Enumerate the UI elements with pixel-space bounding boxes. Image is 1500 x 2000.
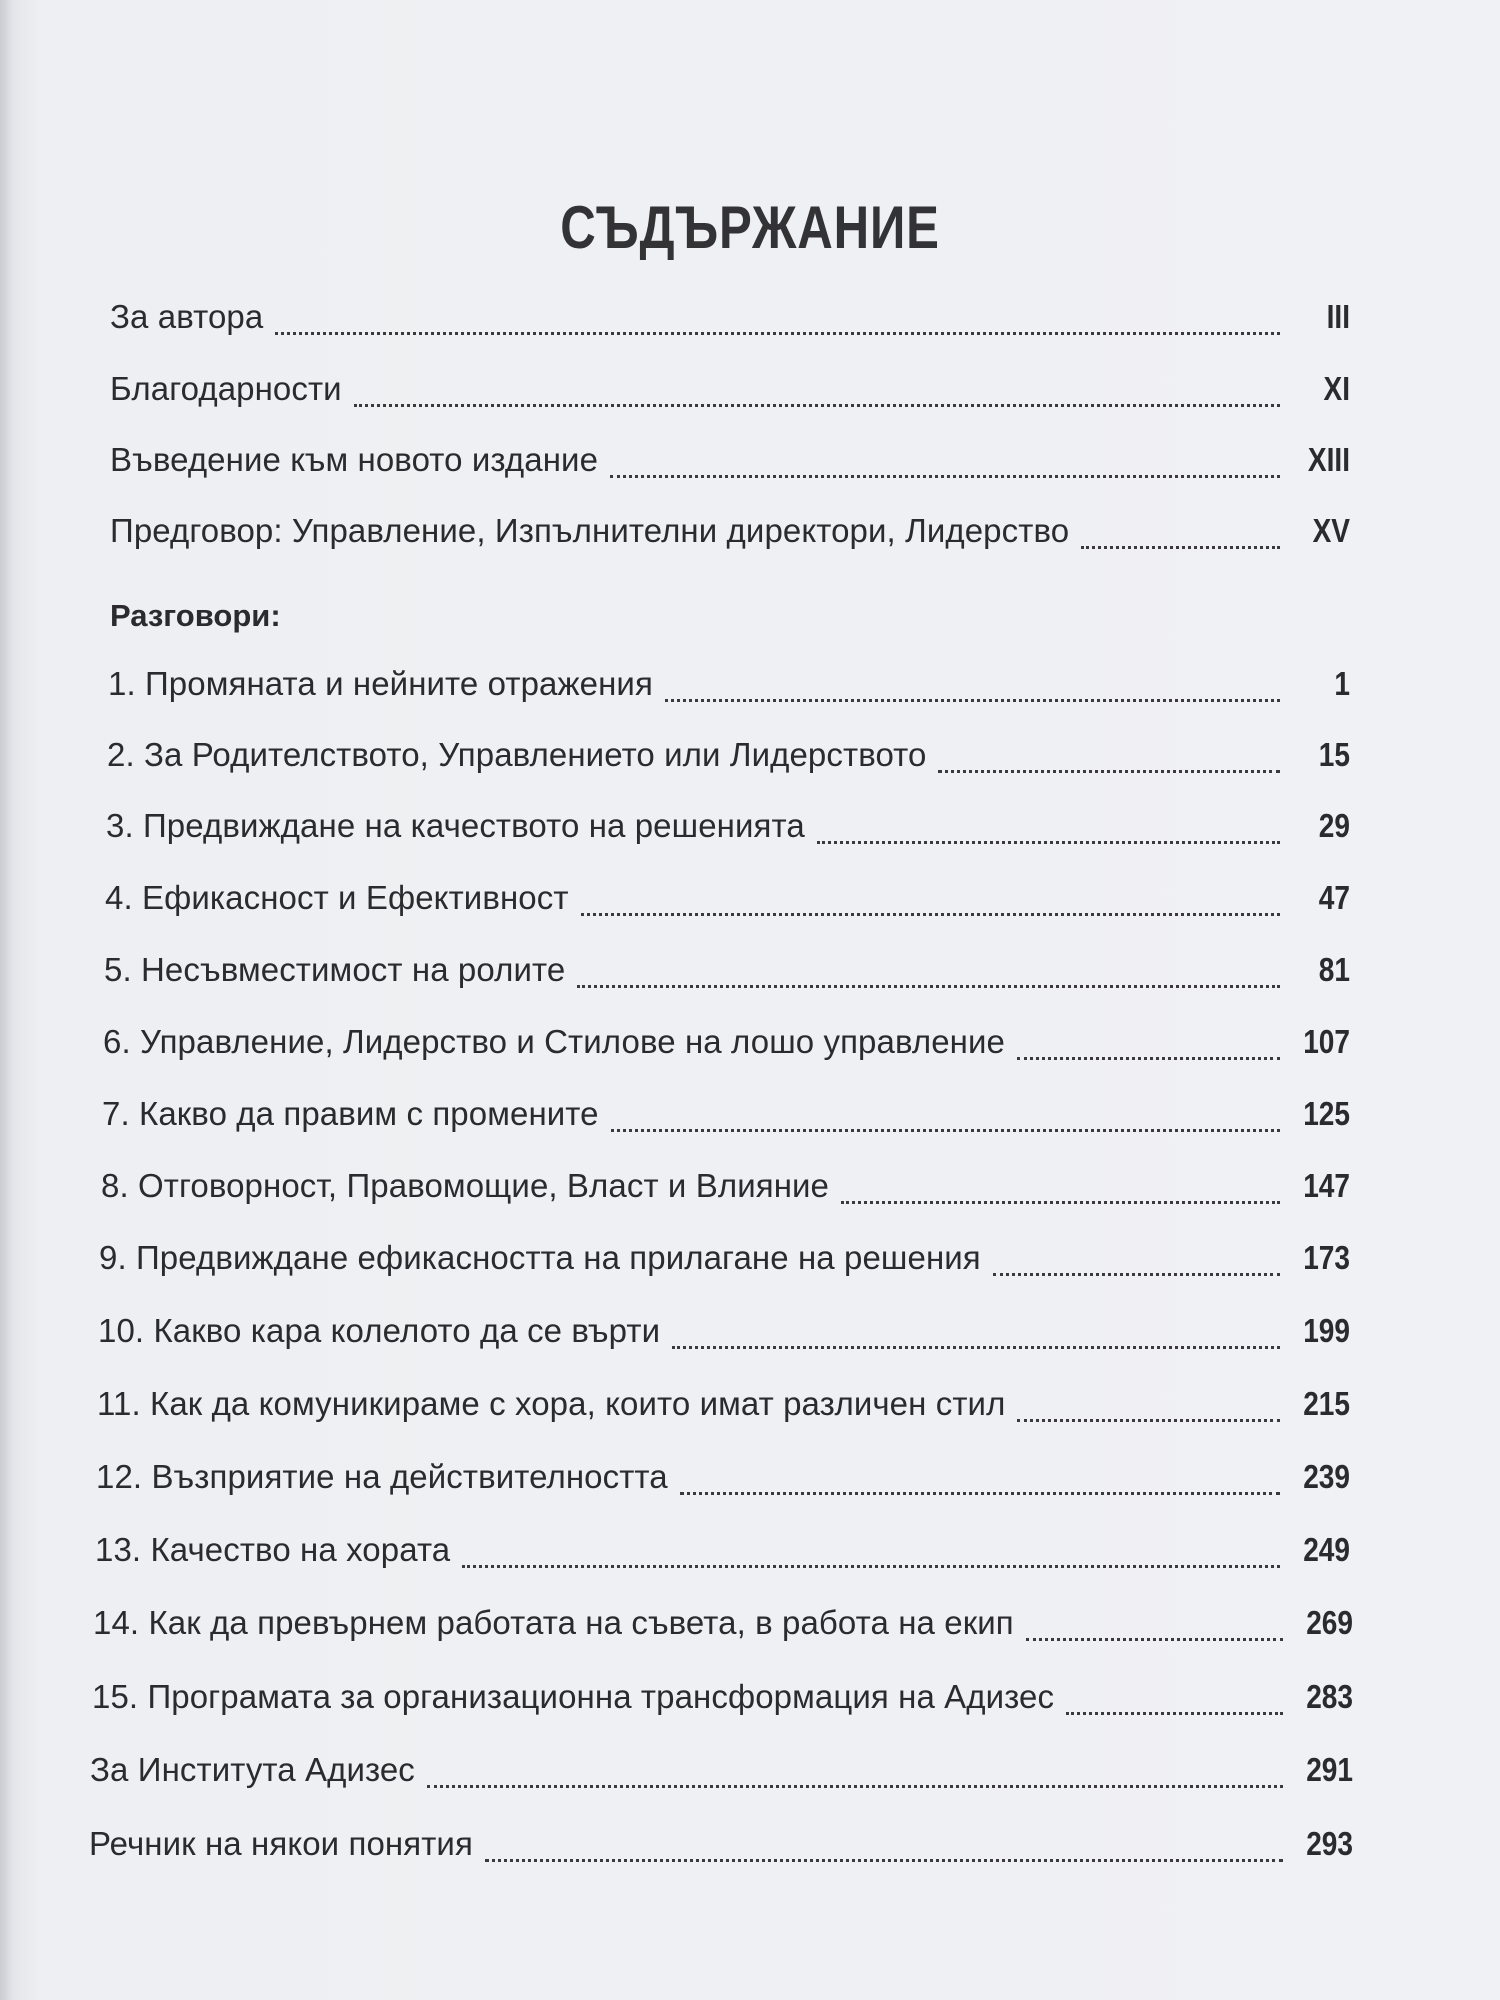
dot-leader <box>680 1492 1280 1495</box>
entry-title: 11. Как да комуникираме с хора, които имат различен стил <box>97 1385 1006 1422</box>
toc-entry <box>110 512 1350 558</box>
toc-entry <box>90 1751 1353 1797</box>
dot-leader <box>1026 1638 1283 1641</box>
dot-leader <box>841 1201 1280 1204</box>
dot-leader <box>275 332 1280 335</box>
toc-entry <box>96 1458 1350 1504</box>
entry-page-number: 239 <box>1303 1458 1350 1495</box>
dot-leader <box>577 985 1280 988</box>
toc-entry <box>108 665 1350 711</box>
entry-title: Благодарности <box>110 370 342 407</box>
entry-title: Въведение към новото издание <box>110 441 599 478</box>
entry-title: 8. Отговорност, Правомощие, Власт и Влияние <box>101 1167 830 1204</box>
dot-leader <box>611 1129 1280 1132</box>
dot-leader <box>462 1565 1280 1568</box>
entry-page-number: 293 <box>1306 1825 1353 1862</box>
entry-title: 5. Несъвместимост на ролите <box>104 951 566 988</box>
entry-page-number: 291 <box>1306 1751 1353 1788</box>
entry-page-number: 173 <box>1303 1239 1350 1276</box>
entry-page-number: 47 <box>1318 879 1350 916</box>
entry-page-number: 107 <box>1303 1023 1350 1060</box>
entry-title: 12. Възприятие на действителността <box>96 1458 668 1495</box>
entry-title: 15. Програмата за организационна трансформация на Адизес <box>92 1678 1055 1715</box>
dot-leader <box>485 1859 1283 1862</box>
entry-title: 6. Управление, Лидерство и Стилове на лошо управление <box>103 1023 1005 1060</box>
toc-entry <box>110 370 1350 416</box>
entry-title: 13. Качество на хората <box>95 1531 451 1568</box>
dot-leader <box>665 699 1280 702</box>
entry-title: 1. Промяната и нейните отражения <box>108 665 653 702</box>
entry-page-number: 125 <box>1303 1095 1350 1132</box>
entry-page-number: 215 <box>1303 1385 1350 1422</box>
dot-leader <box>817 841 1280 844</box>
dot-leader <box>1017 1419 1280 1422</box>
toc-entry <box>98 1312 1350 1358</box>
dot-leader <box>354 404 1280 407</box>
toc-entry <box>102 1095 1350 1141</box>
toc-entry <box>110 441 1350 487</box>
entry-title: 10. Какво кара колелото да се върти <box>98 1312 661 1349</box>
toc-entry <box>93 1604 1353 1650</box>
entry-page-number: 29 <box>1318 807 1350 844</box>
entry-page-number: 199 <box>1303 1312 1350 1349</box>
entry-title: 7. Какво да правим с промените <box>102 1095 599 1132</box>
page-title: СЪДЪРЖАНИЕ <box>560 194 940 261</box>
toc-entry <box>99 1239 1350 1285</box>
entry-title: Речник на някои понятия <box>89 1825 473 1862</box>
entry-page-number: 1 <box>1334 665 1350 702</box>
entry-title: За Института Адизес <box>90 1751 415 1788</box>
toc-entry <box>105 879 1350 925</box>
toc-entry <box>106 807 1350 853</box>
entry-page-number: XI <box>1323 370 1350 407</box>
entry-title: 9. Предвиждане ефикасността на прилагане на решения <box>99 1239 981 1276</box>
dot-leader <box>1017 1057 1280 1060</box>
dot-leader <box>993 1273 1280 1276</box>
toc-entry <box>101 1167 1350 1213</box>
entry-page-number: XV <box>1312 512 1350 549</box>
entry-title: 2. За Родителството, Управлението или Лидерството <box>107 736 927 773</box>
dot-leader <box>1081 546 1280 549</box>
entry-page-number: 81 <box>1318 951 1350 988</box>
section-heading: Разговори: <box>110 598 281 633</box>
dot-leader <box>1066 1712 1283 1715</box>
dot-leader <box>938 770 1280 773</box>
entry-page-number: XIII <box>1307 441 1350 478</box>
entry-page-number: 15 <box>1318 736 1350 773</box>
entry-title: 4. Ефикасност и Ефективност <box>105 879 569 916</box>
toc-entry <box>92 1678 1353 1724</box>
dot-leader <box>581 913 1280 916</box>
entry-page-number: III <box>1326 298 1350 335</box>
toc-entry <box>110 298 1350 344</box>
entry-title: 3. Предвиждане на качеството на решенията <box>106 807 805 844</box>
entry-title: Предговор: Управление, Изпълнителни директори, Лидерство <box>110 512 1070 549</box>
toc-entry <box>95 1531 1350 1577</box>
entry-title: 14. Как да превърнем работата на съвета, в работа на екип <box>93 1604 1014 1641</box>
dot-leader <box>427 1785 1283 1788</box>
entry-page-number: 283 <box>1306 1678 1353 1715</box>
entry-page-number: 147 <box>1303 1167 1350 1204</box>
entry-page-number: 269 <box>1306 1604 1353 1641</box>
toc-entry <box>104 951 1350 997</box>
dot-leader <box>672 1346 1280 1349</box>
dot-leader <box>610 475 1280 478</box>
toc-entry <box>103 1023 1350 1069</box>
toc-entry <box>107 736 1350 782</box>
entry-page-number: 249 <box>1303 1531 1350 1568</box>
entry-title: За автора <box>110 298 264 335</box>
toc-entry <box>97 1385 1350 1431</box>
toc-entry <box>89 1825 1353 1871</box>
